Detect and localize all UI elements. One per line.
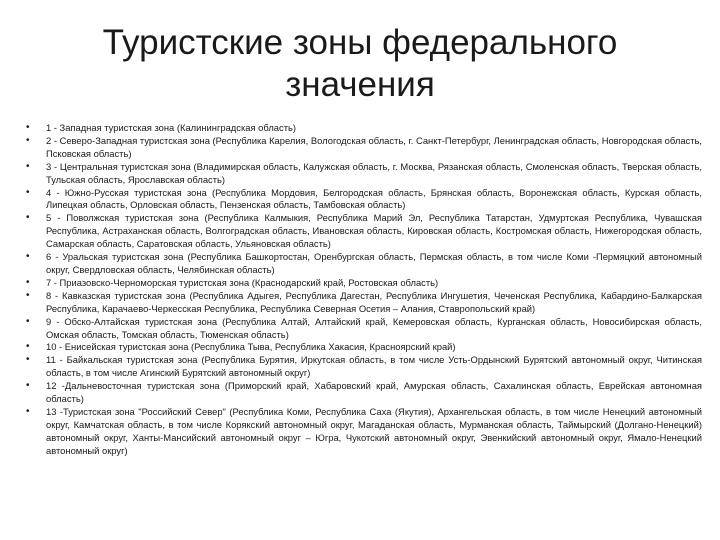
zone-item-5 — [26, 212, 702, 251]
bullet-icon: • — [26, 134, 30, 146]
zone-item-6 — [26, 251, 702, 277]
zone-item-12 — [26, 380, 702, 406]
bullet-icon: • — [26, 405, 30, 417]
zone-item-2 — [26, 135, 702, 161]
bullet-icon: • — [26, 380, 30, 392]
zone-item-8 — [26, 290, 702, 316]
zone-item-10 — [26, 341, 702, 354]
bullet-icon: • — [26, 315, 30, 327]
bullet-icon: • — [26, 341, 30, 353]
bullet-icon: • — [26, 186, 30, 198]
bullet-icon: • — [26, 276, 30, 288]
zone-text: 6 - Уральская туристская зона (Республика Башкортостан, Оренбургская область, Пермская область, в том числе Коми -Пермяцкий автономный округ, Свердловская область, Челябинская область) — [46, 251, 702, 275]
zone-text: 10 - Енисейская туристская зона (Республика Тыва, Республика Хакасия, Красноярский край) — [46, 341, 456, 353]
bullet-icon: • — [26, 212, 30, 224]
bullet-icon: • — [26, 289, 30, 301]
zone-text: 12 -Дальневосточная туристская зона (Приморский край, Хабаровский край, Амурская область, Сахалинская область, Еврейская автономная область) — [46, 380, 702, 405]
zone-item-9 — [26, 316, 702, 342]
zone-text: 7 - Приазовско-Черноморская туристская зона (Краснодарский край, Ростовская область) — [46, 276, 439, 288]
zone-item-3 — [26, 161, 702, 187]
bullet-icon: • — [26, 251, 30, 263]
zone-text: 13 -Туристская зона "Российский Север" (Республика Коми, Республика Саха (Якутия), Архангельская область, в том числе Ненецкий автономный округ, Камчатская область, в том числе Корякский автономный округ, Магаданская область, Мурманская область, Таймырский (Долгано-Ненецкий) автономный округ, Ханты-Мансийский автономный округ – Югра, Чукотский автономный округ, Эвенкийский автономный округ, Ямало-Ненецкий автономный округ) — [46, 405, 702, 456]
bullet-icon: • — [26, 122, 30, 133]
zone-item-11 — [26, 354, 702, 380]
zone-text: 11 - Байкальская туристская зона (Республика Бурятия, Иркутская область, в том числе Усть-Ордынский Бурятский автономный округ, Читинская область, в том числе Агинский Бурятский автономный округ) — [46, 354, 702, 379]
zone-text: 5 - Поволжская туристская зона (Республика Калмыкия, Республика Марий Эл, Республика Татарстан, Удмуртская Республика, Чувашская Республика, Астраханская область, Волгоградская область, Ивановская область, Кировская область, Костромская область, Нижегородская область, Самарская область, Саратовская область, Ульяновская область) — [46, 212, 702, 250]
bullet-icon: • — [26, 160, 30, 172]
zone-text: 9 - Обско-Алтайская туристская зона (Республика Алтай, Алтайский край, Кемеровская область, Курганская область, Новосибирская область, Омская область, Томская область, Тюменская область) — [46, 315, 702, 340]
zone-text: 4 - Южно-Русская туристская зона (Республика Мордовия, Белгородская область, Брянская область, Воронежская область, Курская область, Липецкая область, Орловская область, Пензенская область, Тамбовская область) — [46, 186, 702, 211]
zone-text: 1 - Западная туристская зона (Калининградская область) — [46, 122, 296, 133]
bullet-icon: • — [26, 354, 30, 366]
zone-item-1 — [26, 122, 702, 135]
slide-title: Туристские зоны федерального значения — [102, 23, 618, 104]
zone-item-13 — [26, 406, 702, 458]
zone-text: 2 - Северо-Западная туристская зона (Республика Карелия, Вологодская область, г. Санкт-Петербург, Ленинградская область, Новгородская область, Псковская область) — [46, 134, 702, 159]
zone-list — [26, 122, 702, 458]
zone-text: 8 - Кавказская туристская зона (Республика Адыгея, Республика Дагестан, Республика Ингушетия, Чеченская Республика, Кабардино-Балкарская Республика, Карачаево-Черкесская Республика, Республика Северная Осетия – Алания, Ставропольский край) — [46, 289, 702, 314]
zone-item-4 — [26, 187, 702, 213]
zone-item-7 — [26, 277, 702, 290]
zone-text: 3 - Центральная туристская зона (Владимирская область, Калужская область, г. Москва, Рязанская область, Смоленская область, Тверская область, Тульская область, Ярославская область) — [46, 160, 702, 185]
